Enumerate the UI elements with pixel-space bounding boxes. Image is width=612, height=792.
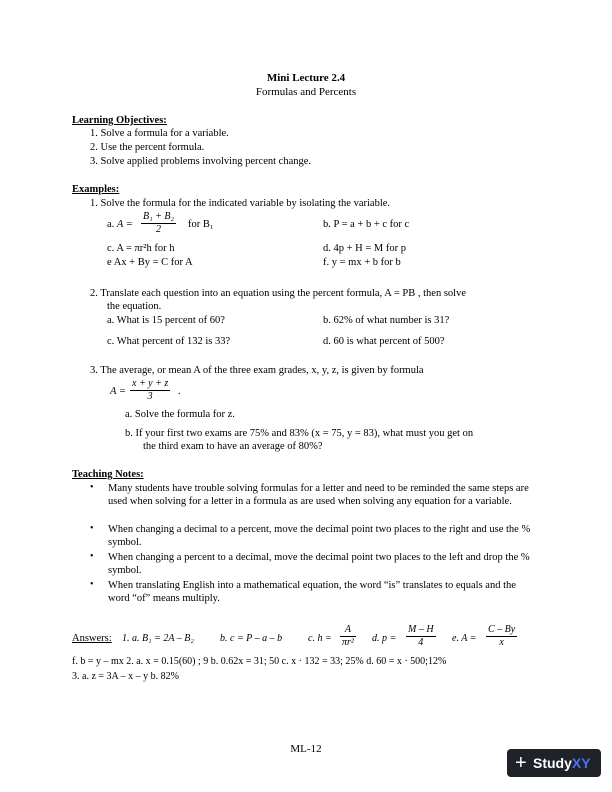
example-2a: a. What is 15 percent of 60?: [107, 315, 225, 326]
objectives-heading: Learning Objectives:: [72, 115, 167, 126]
example-1a: [107, 218, 133, 231]
plus-icon: +: [515, 752, 527, 774]
fraction-numerator: x + y + z: [132, 378, 169, 389]
example-1-intro: 1. Solve the formula for the indicated variable by isolating the variable.: [90, 198, 391, 209]
example-1a-lhs: A =: [116, 219, 133, 230]
teaching-note: Many students have trouble solving formulas for a letter and need to be reminded the same steps are used when solving for a letter in a formula as are used when solving any equation for a variable.: [108, 483, 529, 507]
teaching-notes-heading: Teaching Notes:: [72, 469, 144, 480]
fraction-denominator: 3: [147, 391, 153, 402]
answer-1c-lhs: c. h =: [308, 633, 332, 644]
fraction-period: .: [178, 386, 181, 397]
example-3b: b. If your first two exams are 75% and 83% (x = 75, y = 83), what must you get on: [125, 428, 474, 439]
example-1a-fraction: [141, 211, 176, 236]
example-1a-for: for B₁: [188, 219, 214, 230]
example-1e: e Ax + By = C for A: [107, 257, 193, 268]
example-2-intro: 2. Translate each question into an equation using the percent formula, A = PB , then solve: [90, 288, 466, 299]
page-number: ML-12: [290, 743, 322, 755]
answer-1e-lhs: e. A =: [452, 633, 477, 644]
answer-1d-lhs: d. p =: [372, 633, 397, 644]
lecture-title: Mini Lecture 2.4: [266, 72, 346, 84]
answer-1b: b. c = P – a – b: [220, 633, 283, 644]
fraction-numerator: M – H: [408, 624, 434, 635]
answer-1a: 1. a. B₁ = 2A – B₂: [122, 633, 194, 644]
example-3b-cont: the third exam to have an average of 80%?: [143, 441, 323, 452]
answer-1e-fraction: [486, 624, 517, 649]
example-2b: b. 62% of what number is 31?: [323, 315, 450, 326]
fraction-numerator: C – By: [488, 624, 516, 635]
objective-item: 3. Solve applied problems involving percent change.: [90, 156, 312, 167]
logo-text-prefix: Study: [533, 755, 572, 771]
answers-label: Answers:: [72, 633, 112, 644]
example-1f: f. y = mx + b for b: [323, 257, 401, 268]
answers-line-3: 3. a. z = 3A – x – y b. 82%: [72, 671, 180, 682]
fraction-denominator: πr²: [342, 637, 354, 648]
teaching-note: When changing a decimal to a percent, move the decimal point two places to the right and use the % symbol.: [108, 524, 531, 548]
bullet-icon: •: [90, 482, 94, 493]
examples-heading: Examples:: [72, 184, 120, 195]
lecture-subtitle: Formulas and Percents: [255, 86, 357, 98]
example-3-intro: 3. The average, or mean A of the three exam grades, x, y, z, is given by formula: [90, 365, 424, 376]
fraction-numerator: B₁ + B₂: [143, 211, 174, 222]
answers-line-2: f. b = y – mx 2. a. x = 0.15(60) ; 9 b. 0.62x = 31; 50 c. x · 132 = 33; 25% d. 60 = x · 500;12%: [72, 656, 447, 667]
example-2c: c. What percent of 132 is 33?: [107, 336, 231, 347]
bullet-icon: •: [90, 579, 94, 590]
example-1a-label: a.: [107, 219, 115, 230]
studyx-logo: [507, 749, 601, 777]
answer-1c-fraction: [340, 624, 356, 649]
example-3a: a. Solve the formula for z.: [125, 409, 235, 420]
example-3-fraction: [130, 378, 170, 403]
example-1d: d. 4p + H = M for p: [323, 243, 407, 254]
bullet-icon: •: [90, 523, 94, 534]
bullet-icon: •: [90, 551, 94, 562]
example-2-intro-cont: the equation.: [107, 301, 162, 312]
example-1c: c. A = πr²h for h: [107, 243, 175, 254]
objective-item: 2. Use the percent formula.: [90, 142, 205, 153]
fraction-numerator: A: [340, 624, 356, 637]
example-3-lhs: A =: [110, 386, 126, 397]
answer-1d-fraction: [406, 624, 436, 649]
fraction-denominator: x: [499, 637, 504, 648]
logo-text-x: X: [571, 755, 582, 771]
example-2d: d. 60 is what percent of 500?: [323, 336, 445, 347]
example-1b: b. P = a + b + c for c: [323, 219, 410, 230]
logo-text-y: Y: [581, 755, 591, 771]
teaching-note: When translating English into a mathematical equation, the word “is” translates to equals and the word “of” means multiply.: [108, 580, 516, 604]
logo-text: [533, 749, 591, 777]
fraction-denominator: 2: [155, 224, 161, 235]
fraction-denominator: 4: [418, 637, 424, 648]
objective-item: 1. Solve a formula for a variable.: [90, 128, 229, 139]
teaching-note: When changing a percent to a decimal, move the decimal point two places to the left and drop the % symbol.: [108, 552, 530, 576]
